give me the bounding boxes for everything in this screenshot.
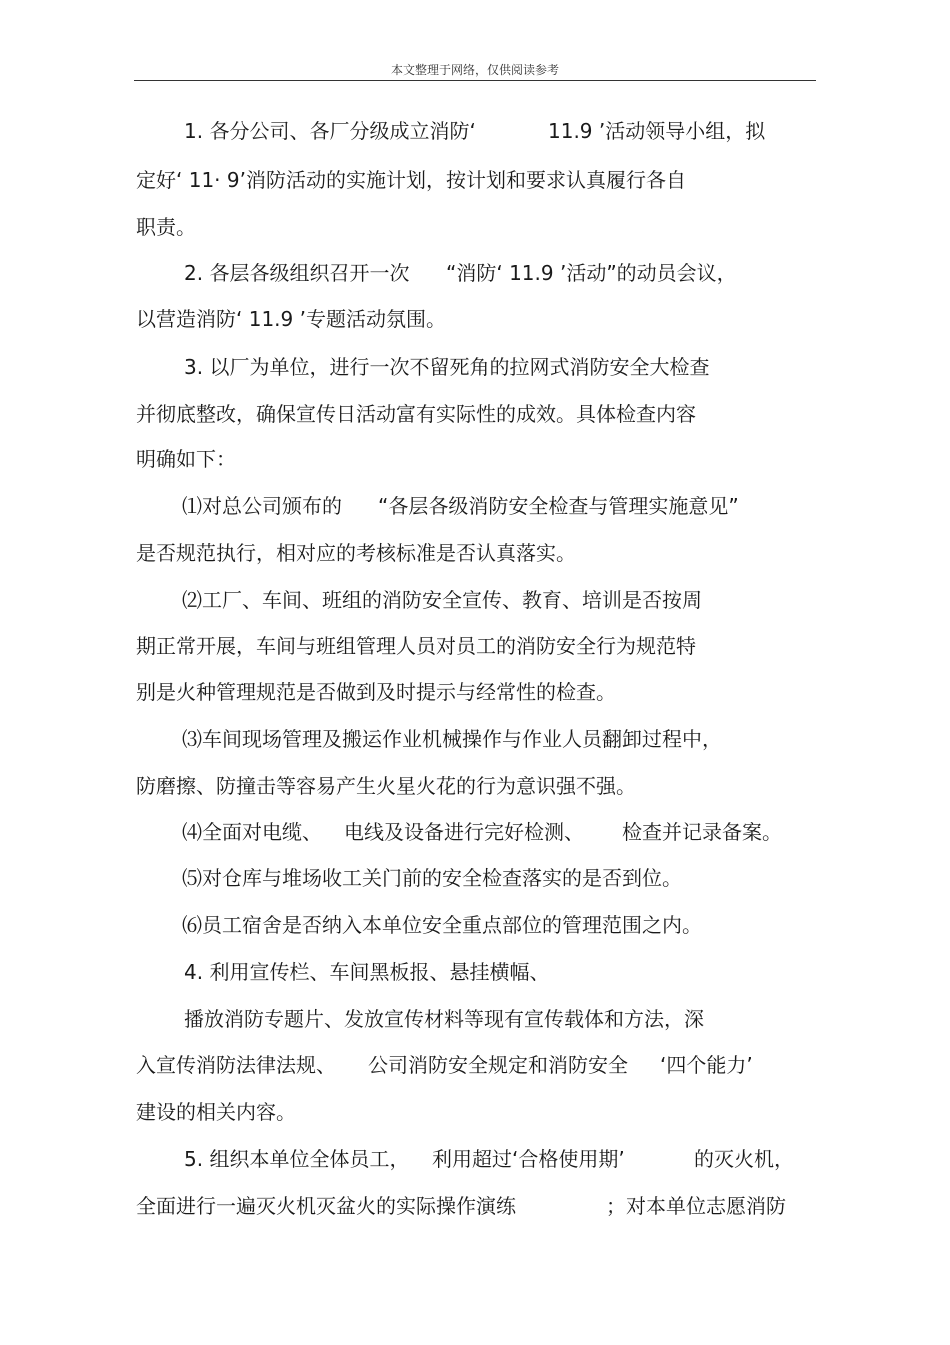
paragraph-line — [182, 585, 702, 615]
paragraph-line — [136, 399, 696, 429]
text-segment: ⑹员工宿舍是否纳入本单位安全重点部位的管理范围之内。 — [182, 913, 702, 937]
text-segment: 5. 组织本单位全体员工， — [184, 1147, 410, 1171]
paragraph-line — [136, 771, 636, 801]
text-segment: ⑴对总公司颁布的 — [182, 494, 342, 518]
text-segment: ‘四个能力’ — [660, 1053, 753, 1077]
text-segment: 的灭火机， — [694, 1147, 794, 1171]
text-segment: 明确如下： — [136, 447, 236, 471]
text-segment: 电线及设备进行完好检测、 — [344, 820, 584, 844]
text-segment: 11.9 ’活动领导小组，拟 — [548, 119, 766, 143]
text-segment: 定好‘ 11· 9’消防活动的实施计划，按计划和要求认真履行各自 — [136, 168, 686, 192]
text-segment: 以营造消防‘ 11.9 ’专题活动氛围。 — [136, 307, 446, 331]
text-segment: 入宣传消防法律法规、 — [136, 1053, 336, 1077]
text-segment: 利用超过‘合格使用期’ — [432, 1147, 625, 1171]
text-segment: 3. 以厂为单位，进行一次不留死角的拉网式消防安全大检查 — [184, 355, 710, 379]
paragraph-line — [184, 957, 549, 987]
paragraph-line — [136, 304, 446, 334]
text-segment: ⑷全面对电缆、 — [182, 820, 322, 844]
text-segment: 防磨擦、防撞击等容易产生火星火花的行为意识强不强。 — [136, 774, 636, 798]
text-segment: 别是火种管理规范是否做到及时提示与经常性的检查。 — [136, 680, 616, 704]
paragraph-line — [136, 165, 686, 195]
header-divider — [134, 80, 816, 81]
text-segment: “各层各级消防安全检查与管理实施意见” — [378, 494, 739, 518]
text-segment: 是否规范执行，相对应的考核标准是否认真落实。 — [136, 541, 576, 565]
paragraph-line — [136, 1097, 296, 1127]
text-segment: 播放消防专题片、发放宣传材料等现有宣传载体和方法，深 — [184, 1007, 704, 1031]
paragraph-line — [136, 677, 616, 707]
text-segment: 全面进行一遍灭火机灭盆火的实际操作演练 — [136, 1194, 516, 1218]
text-segment: “消防‘ 11.9 ’活动”的动员会议， — [446, 261, 737, 285]
text-segment: 职责。 — [136, 215, 196, 239]
text-segment: ⑸对仓库与堆场收工关门前的安全检查落实的是否到位。 — [182, 866, 682, 890]
paragraph-line — [136, 538, 576, 568]
text-segment: 并彻底整改，确保宣传日活动富有实际性的成效。具体检查内容 — [136, 402, 696, 426]
paragraph-line — [136, 444, 236, 474]
text-segment: 2. 各层各级组织召开一次 — [184, 261, 410, 285]
paragraph-line — [136, 631, 696, 661]
text-segment: ；对本单位志愿消防 — [606, 1194, 786, 1218]
text-segment: 1. 各分公司、各厂分级成立消防‘ — [184, 119, 476, 143]
paragraph-line — [182, 724, 722, 754]
text-segment: 检查并记录备案。 — [622, 820, 782, 844]
text-segment: ⑶车间现场管理及搬运作业机械操作与作业人员翻卸过程中， — [182, 727, 722, 751]
paragraph-line — [136, 212, 196, 242]
text-segment: 期正常开展，车间与班组管理人员对员工的消防安全行为规范特 — [136, 634, 696, 658]
page-header: 本文整理于网络，仅供阅读参考 — [390, 63, 559, 77]
text-segment: 公司消防安全规定和消防安全 — [368, 1053, 628, 1077]
text-segment: 建设的相关内容。 — [136, 1100, 296, 1124]
paragraph-line — [182, 863, 682, 893]
paragraph-line — [182, 910, 702, 940]
paragraph-line — [184, 1004, 704, 1034]
paragraph-line — [184, 352, 709, 382]
text-segment: 4. 利用宣传栏、车间黑板报、悬挂横幅、 — [184, 960, 550, 984]
text-segment: ⑵工厂、车间、班组的消防安全宣传、教育、培训是否按周 — [182, 588, 702, 612]
